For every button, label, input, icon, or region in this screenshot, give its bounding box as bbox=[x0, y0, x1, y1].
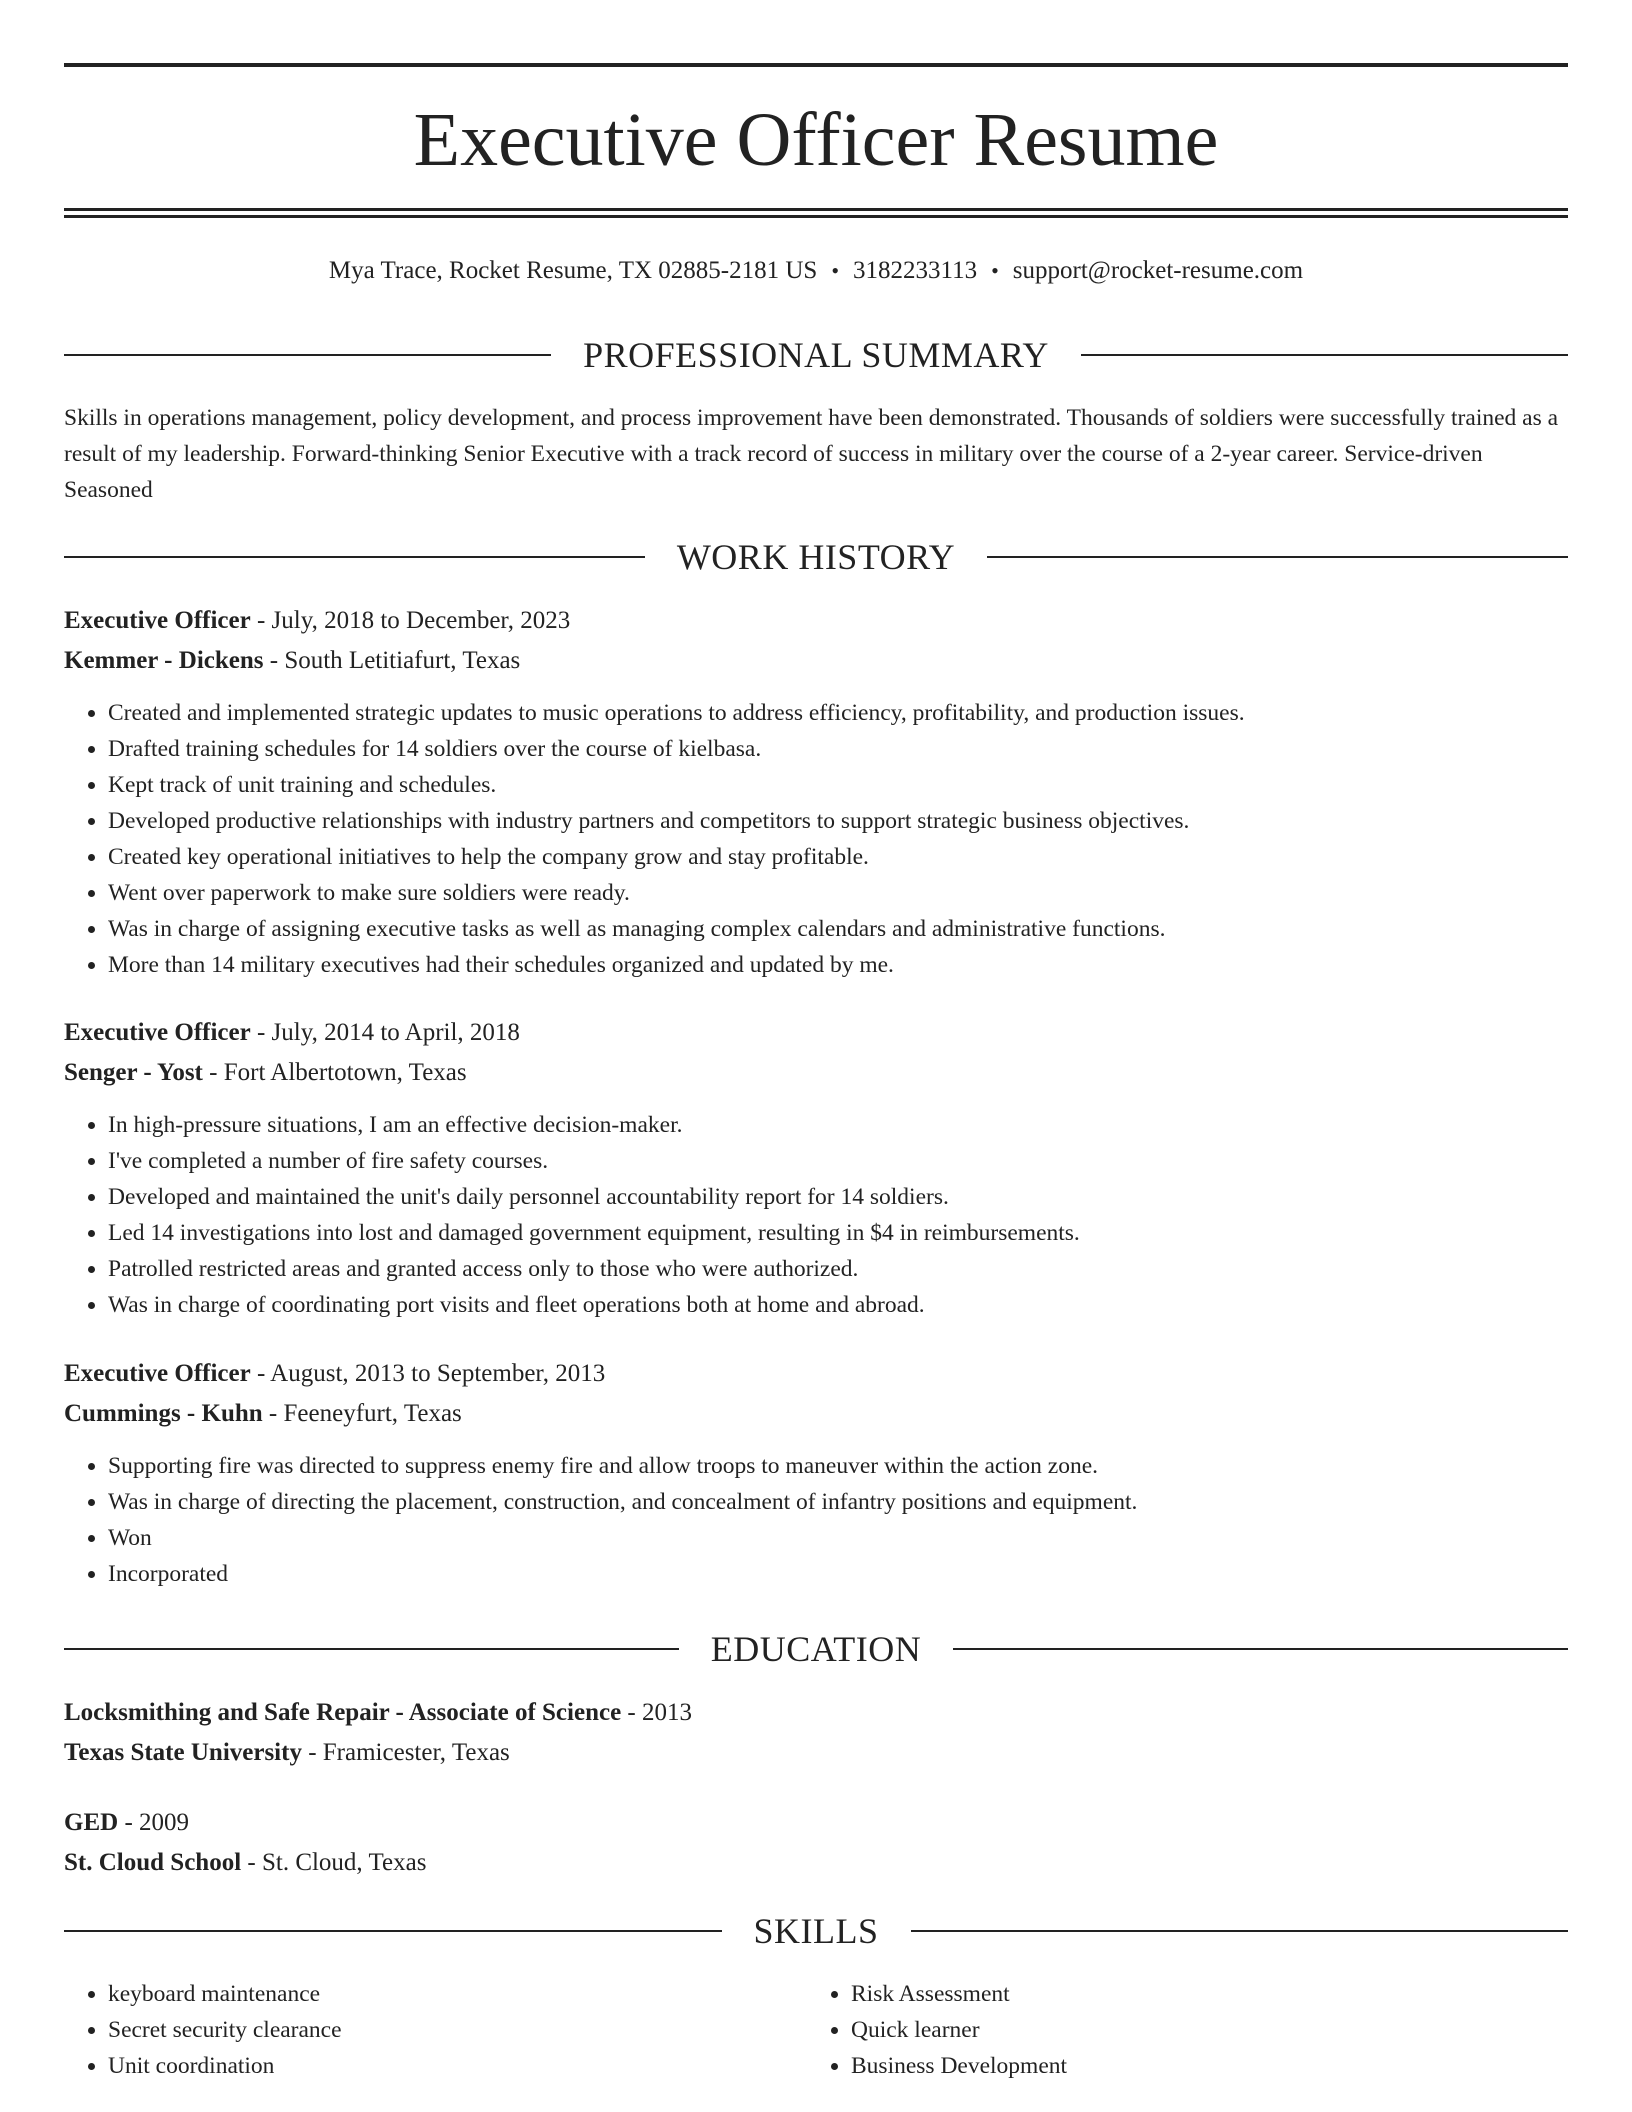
job-title-line bbox=[64, 1356, 1568, 1392]
education-school: St. Cloud School bbox=[64, 1849, 242, 1876]
job-company-line bbox=[64, 643, 1568, 679]
contact-separator: • bbox=[831, 258, 840, 283]
section-rule-right bbox=[953, 1648, 1568, 1650]
list-item: • Patrolled restricted areas and granted access only to those who were authorized. bbox=[108, 1251, 1588, 1287]
education-year: - 2013 bbox=[621, 1699, 692, 1726]
education-degree-line bbox=[64, 1695, 1568, 1731]
job-company: Kemmer - Dickens bbox=[64, 647, 264, 674]
section-title-work: WORK HISTORY bbox=[676, 537, 956, 577]
education-degree-line bbox=[64, 1805, 1568, 1841]
section-header-education bbox=[64, 1624, 1568, 1674]
education-school-line bbox=[64, 1735, 1568, 1771]
title-double-rule bbox=[64, 208, 1568, 218]
skills-list-left bbox=[64, 1976, 808, 2084]
section-rule-left bbox=[64, 1930, 722, 1932]
section-rule-left bbox=[64, 354, 551, 356]
list-item: • Was in charge of assigning executive tasks as well as managing complex calendars and administrative functions. bbox=[108, 911, 1588, 947]
list-item: • Kept track of unit training and schedules. bbox=[108, 767, 1588, 803]
education-location: - St. Cloud, Texas bbox=[241, 1849, 427, 1876]
section-rule-right bbox=[987, 556, 1568, 558]
section-title-skills: SKILLS bbox=[753, 1911, 879, 1951]
skill-item: • Unit coordination bbox=[108, 2048, 808, 2084]
list-item: • More than 14 military executives had their schedules organized and updated by me. bbox=[108, 947, 1588, 983]
job-location: - Fort Albertotown, Texas bbox=[202, 1059, 467, 1086]
section-header-summary bbox=[64, 330, 1568, 380]
job-company: Senger - Yost bbox=[64, 1059, 203, 1086]
section-header-work bbox=[64, 532, 1568, 582]
job-title-line bbox=[64, 1015, 1568, 1051]
skill-item: • Risk Assessment bbox=[851, 1976, 1551, 2012]
resume-title: Executive Officer Resume bbox=[413, 98, 1219, 182]
skills-list-right bbox=[807, 1976, 1551, 2084]
skill-item: • keyboard maintenance bbox=[108, 1976, 808, 2012]
section-rule-left bbox=[64, 1648, 679, 1650]
list-item: • Created and implemented strategic updates to music operations to address efficiency, profitability, and production issues. bbox=[108, 695, 1588, 731]
list-item: • In high-pressure situations, I am an effective decision-maker. bbox=[108, 1107, 1588, 1143]
job-bullets bbox=[64, 695, 1588, 983]
contact-email: support@rocket-resume.com bbox=[1012, 257, 1304, 284]
job-dates: - July, 2014 to April, 2018 bbox=[250, 1019, 520, 1046]
education-school-line bbox=[64, 1845, 1568, 1881]
section-title-summary: PROFESSIONAL SUMMARY bbox=[583, 335, 1049, 375]
job-title-line bbox=[64, 603, 1568, 639]
skill-item: • Quick learner bbox=[851, 2012, 1551, 2048]
skill-item: • Business Development bbox=[851, 2048, 1551, 2084]
job-bullets bbox=[64, 1107, 1588, 1323]
list-item: • Won bbox=[108, 1520, 1588, 1556]
top-rule bbox=[64, 63, 1568, 67]
job-bullets bbox=[64, 1448, 1588, 1592]
section-title-education: EDUCATION bbox=[710, 1629, 922, 1669]
section-rule-right bbox=[1081, 354, 1568, 356]
job-company-line bbox=[64, 1396, 1568, 1432]
section-rule-right bbox=[911, 1930, 1569, 1932]
education-school: Texas State University bbox=[64, 1739, 302, 1766]
job-title: Executive Officer bbox=[64, 1019, 251, 1046]
list-item: • Drafted training schedules for 14 soldiers over the course of kielbasa. bbox=[108, 731, 1588, 767]
job-location: - Feeneyfurt, Texas bbox=[262, 1400, 462, 1427]
list-item: • Was in charge of coordinating port visits and fleet operations both at home and abroad. bbox=[108, 1287, 1588, 1323]
summary-text: Skills in operations management, policy development, and process improvement have been demonstrated. Thousands of soldiers were successfully trained as a result of my leadership. Forward-thinking Senior Executive with a track record of success in military over the course of a 2-year career. Service-driven Seasoned bbox=[64, 405, 1559, 503]
contact-phone: 3182233113 bbox=[853, 257, 978, 284]
education-location: - Framicester, Texas bbox=[301, 1739, 510, 1766]
list-item: • Incorporated bbox=[108, 1556, 1588, 1592]
list-item: • I've completed a number of fire safety courses. bbox=[108, 1143, 1588, 1179]
job-dates: - August, 2013 to September, 2013 bbox=[250, 1360, 606, 1387]
list-item: • Developed productive relationships with industry partners and competitors to support strategic business objectives. bbox=[108, 803, 1588, 839]
education-degree: Locksmithing and Safe Repair - Associate of Science bbox=[64, 1699, 622, 1726]
education-year: - 2009 bbox=[118, 1809, 190, 1836]
list-item: • Led 14 investigations into lost and damaged government equipment, resulting in $4 in reimbursements. bbox=[108, 1215, 1588, 1251]
job-company-line bbox=[64, 1055, 1568, 1091]
contact-address: Mya Trace, Rocket Resume, TX 02885-2181 US bbox=[328, 257, 818, 284]
section-rule-left bbox=[64, 556, 645, 558]
contact-separator: • bbox=[991, 258, 999, 283]
job-title: Executive Officer bbox=[64, 1360, 251, 1387]
list-item: • Developed and maintained the unit's daily personnel accountability report for 14 soldiers. bbox=[108, 1179, 1588, 1215]
list-item: • Went over paperwork to make sure soldiers were ready. bbox=[108, 875, 1588, 911]
list-item: • Created key operational initiatives to help the company grow and stay profitable. bbox=[108, 839, 1588, 875]
list-item: • Supporting fire was directed to suppress enemy fire and allow troops to maneuver within the action zone. bbox=[108, 1448, 1588, 1484]
job-dates: - July, 2018 to December, 2023 bbox=[250, 607, 571, 634]
job-location: - South Letitiafurt, Texas bbox=[263, 647, 521, 674]
education-degree: GED bbox=[64, 1809, 119, 1836]
job-title: Executive Officer bbox=[64, 607, 251, 634]
section-header-skills bbox=[64, 1906, 1568, 1956]
contact-line bbox=[64, 253, 1568, 289]
skill-item: • Secret security clearance bbox=[108, 2012, 808, 2048]
list-item: • Was in charge of directing the placement, construction, and concealment of infantry positions and equipment. bbox=[108, 1484, 1588, 1520]
job-company: Cummings - Kuhn bbox=[64, 1400, 263, 1427]
